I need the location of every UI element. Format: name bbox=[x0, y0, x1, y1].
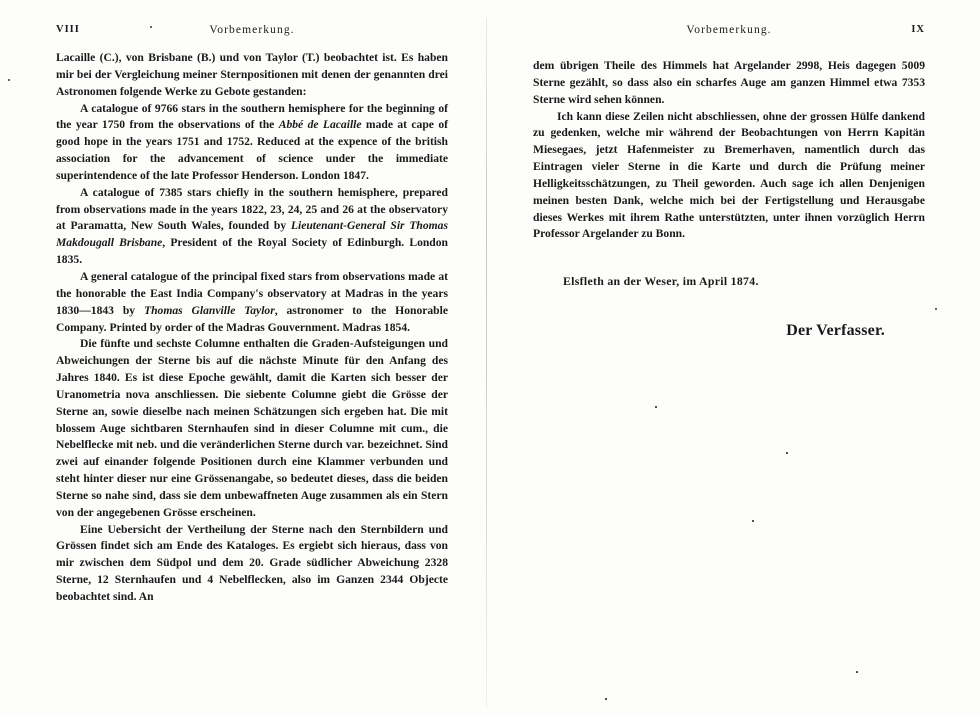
text-run: A catalogue of 9766 stars in the southern hemisphere for the beginning of the year 1750 from the observations of the bbox=[56, 101, 448, 132]
scan-speck bbox=[150, 26, 152, 28]
right-running-head bbox=[533, 24, 925, 40]
right-page bbox=[533, 0, 925, 715]
scan-speck bbox=[8, 79, 10, 81]
text-run: made at cape of good hope in the years 1751 and 1752. Reduced at the expence of the british association for the advancement of science under the immediate superintendence of the late Professor Henderson. London 1847. bbox=[56, 118, 448, 182]
scan-speck bbox=[856, 671, 858, 673]
right-running-title: Vorbemerkung. bbox=[686, 24, 772, 36]
text-run: , President of the Royal Society of Edinburgh. London 1835. bbox=[56, 236, 449, 267]
paragraph bbox=[56, 269, 448, 336]
text-run: , astronomer to the Honorable Company. Printed by order of the Madras Gouvernment. Madras 1854. bbox=[56, 303, 448, 334]
paragraph bbox=[56, 336, 448, 521]
paragraph bbox=[56, 50, 448, 101]
signature: Der Verfasser. bbox=[786, 322, 885, 339]
paragraph bbox=[56, 185, 448, 269]
text-run: Eine Uebersicht der Vertheilung der Sterne nach den Sternbildern und Grössen findet sich am Ende des Kataloges. Es ergiebt sich hieraus, dass von mir zwischen dem Südpol und dem 20. Grade südlicher Abweichung 2328 Sterne, 12 Sternhaufen und 4 Nebelflecken, also im Ganzen 2344 Objecte beobachtet sind. An bbox=[56, 522, 448, 603]
paragraph bbox=[56, 522, 448, 606]
italic-run: Abbé de Lacaille bbox=[278, 118, 362, 132]
left-body-text bbox=[56, 50, 448, 606]
text-run: Die fünfte und sechste Columne enthalten die Graden-Aufsteigungen und Abweichungen der Sterne bis auf die nächste Minute für den Anfang des Jahres 1840. Es ist diese Epoche gewählt, damit die Karten sich besser der Uranometria nova anschliessen. Die siebente Columne giebt die Grösse der Sterne an, sowie dieselbe nach meinen Schätzungen sich ergeben hat. Die mit blossem Auge sichtbaren Sternhaufen sind in dieser Columne mit cum., die Nebelflecke mit neb. und die veränderlichen Sterne durch var. bezeichnet. Sind zwei auf einander folgende Positionen durch eine Klammer verbunden und steht hinter dieser nur eine Grössenangabe, so bedeutet dieses, dass die beiden Sterne so nahe sind, dass sie dem unbewaffneten Auge zusammen als ein Stern von der angegebenen Grösse erscheinen. bbox=[56, 337, 448, 519]
text-run: A catalogue of 7385 stars chiefly in the southern hemisphere, prepared from observations made in the years 1822, 23, 24, 25 and 26 at the observatory at Paramatta, New South Wales, founded by bbox=[56, 185, 448, 233]
scan-speck bbox=[935, 308, 937, 310]
closing-line: Elsfleth an der Weser, im April 1874. bbox=[563, 274, 759, 288]
right-page-number: IX bbox=[911, 24, 925, 35]
right-body-text bbox=[533, 58, 925, 243]
text-run: dem übrigen Theile des Himmels hat Argelander 2998, Heis dagegen 5009 Sterne gezählt, so dass also ein scharfes Auge am ganzen Himmel etwa 7353 Sterne wird sehen können. bbox=[533, 59, 925, 106]
italic-run: Lieutenant-General Sir Thomas Makdougall Brisbane bbox=[56, 219, 448, 250]
italic-run: Thomas Glanville Taylor bbox=[144, 303, 275, 317]
scan-speck bbox=[655, 406, 657, 408]
book-gutter bbox=[486, 18, 487, 708]
paragraph bbox=[533, 109, 925, 244]
left-running-head bbox=[56, 24, 448, 40]
text-run: Ich kann diese Zeilen nicht abschliessen, ohne der grossen Hülfe dankend zu gedenken, welche mir während der Beobachtungen von Herrn Kapitän Miesegaes, jetzt Hafenmeister zu Bremerhaven, namentlich durch das Eintragen vieler Sterne in die Karte und durch die Prüfung meiner Helligkeitsschätzungen, zu Theil geworden. Auch sage ich allen Denjenigen meinen besten Dank, welche mich bei der Fertigstellung und Herausgabe dieses Werkes mit ihrem Rathe unterstützten, unter ihnen vorzüglich Herrn Professor Argelander zu Bonn. bbox=[533, 109, 925, 241]
left-page bbox=[56, 0, 448, 715]
text-run: Lacaille (C.), von Brisbane (B.) und von Taylor (T.) beobachtet ist. Es haben mir bei der Vergleichung meiner Sternpositionen mit denen der genannten drei Astronomen folgende Werke zu Gebote gestanden: bbox=[56, 51, 448, 98]
scan-speck bbox=[786, 452, 788, 454]
scan-speck bbox=[605, 698, 607, 700]
paragraph bbox=[56, 101, 448, 185]
text-run: A general catalogue of the principal fixed stars from observations made at the honorable the East India Company's observatory at Madras in the years 1830—1843 by bbox=[56, 269, 448, 317]
left-page-number: VIII bbox=[56, 24, 80, 35]
scan-speck bbox=[752, 520, 754, 522]
left-running-title: Vorbemerkung. bbox=[209, 24, 295, 36]
paragraph bbox=[533, 58, 925, 109]
